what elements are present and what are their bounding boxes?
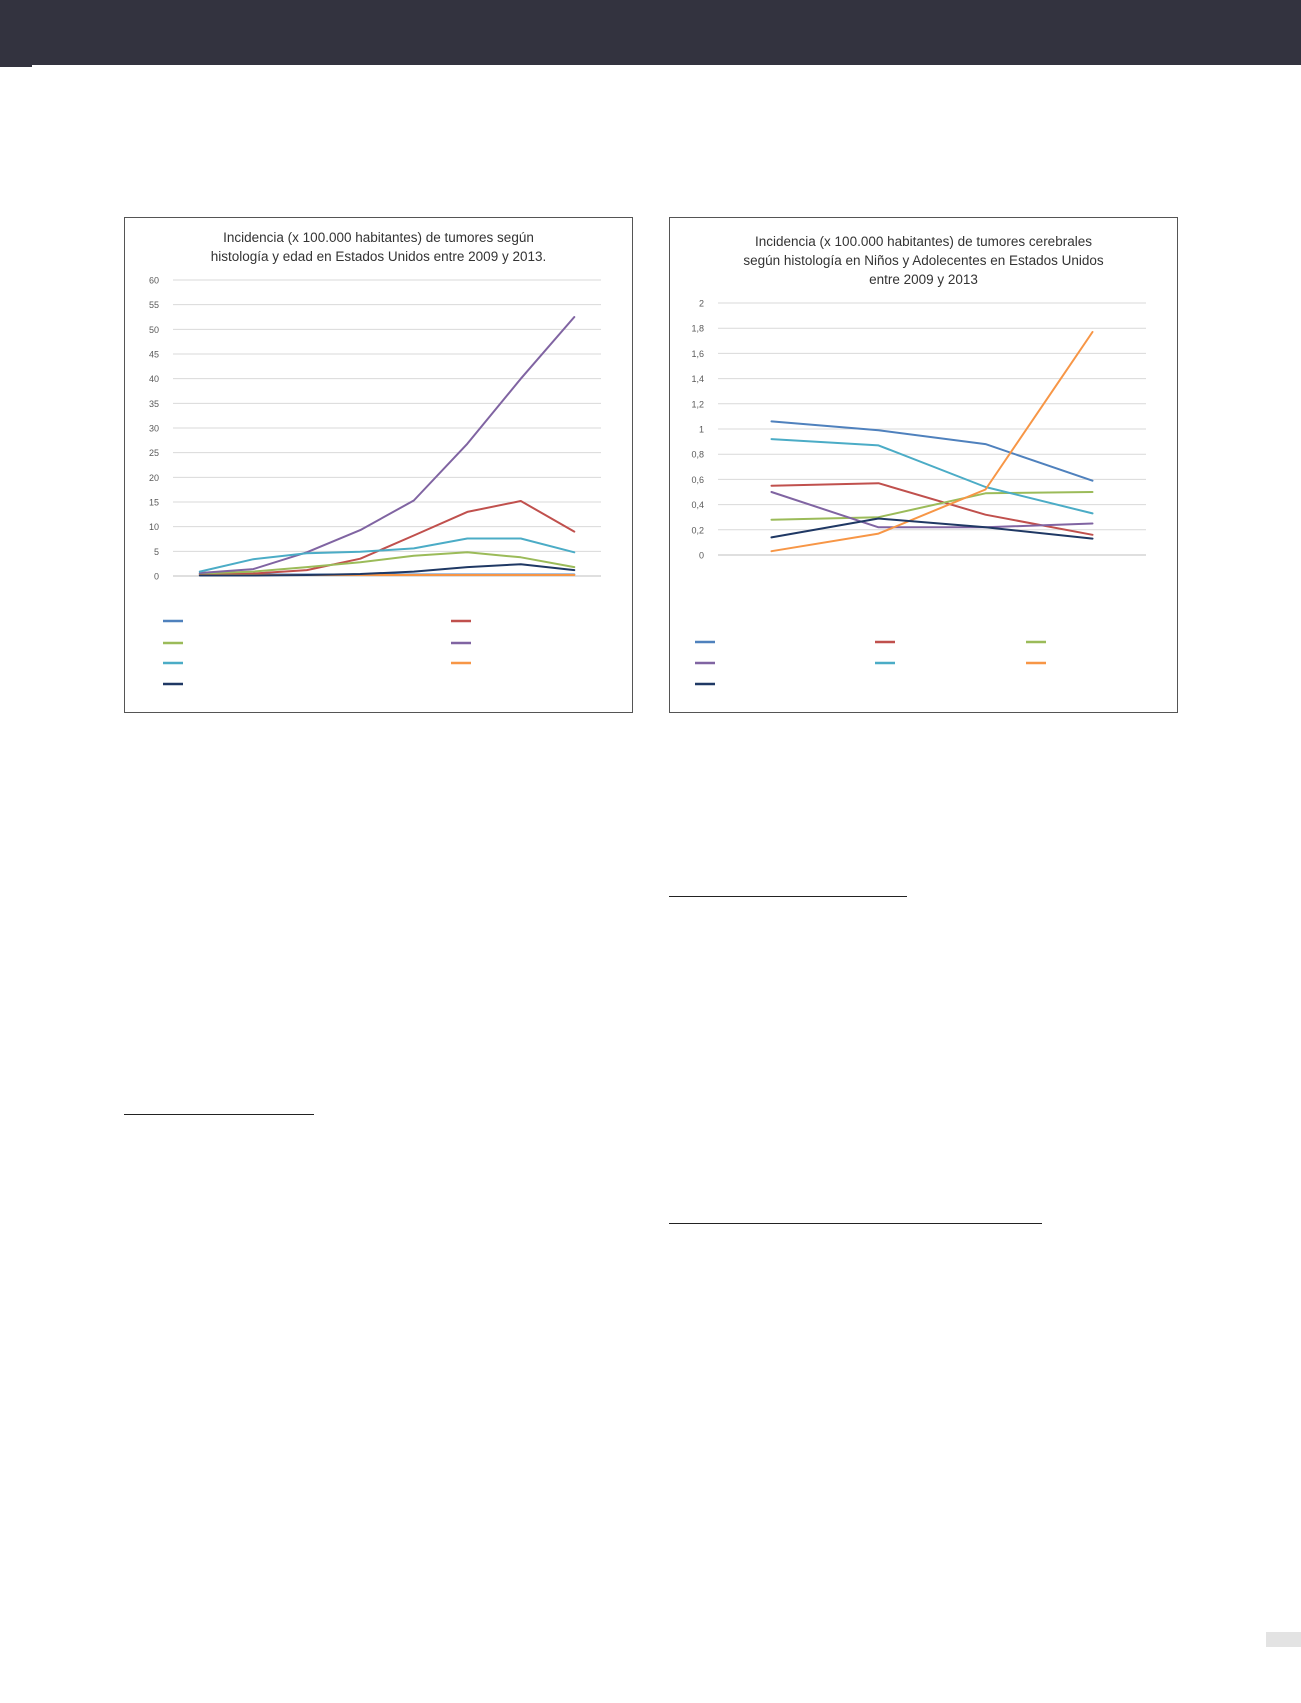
y-tick-label: 5 xyxy=(153,546,159,557)
chart-title-line: Incidencia (x 100.000 habitantes) de tumores cerebrales xyxy=(755,234,1092,249)
y-tick-label: 20 xyxy=(148,472,159,483)
series-line xyxy=(772,492,1093,520)
chart-title-line: entre 2009 y 2013 xyxy=(869,272,978,287)
header-accent xyxy=(0,65,32,67)
y-tick-label: 0 xyxy=(698,550,704,561)
series-line xyxy=(200,539,575,572)
series-line xyxy=(200,317,575,573)
y-tick-label: 1,4 xyxy=(691,374,704,385)
y-tick-label: 0,2 xyxy=(691,525,704,536)
chart-title xyxy=(670,232,1177,289)
y-tick-label: 1,8 xyxy=(691,323,704,334)
chart-plot xyxy=(670,218,1177,712)
y-tick-label: 10 xyxy=(148,522,159,533)
y-tick-label: 60 xyxy=(148,275,159,286)
y-tick-label: 15 xyxy=(148,497,159,508)
chart-plot xyxy=(125,218,632,712)
y-tick-label: 30 xyxy=(148,423,159,434)
y-tick-label: 35 xyxy=(148,398,159,409)
y-tick-label: 55 xyxy=(148,300,159,311)
chart-title-line: Incidencia (x 100.000 habitantes) de tumores según xyxy=(223,230,534,245)
chart-title-line: histología y edad en Estados Unidos entre 2009 y 2013. xyxy=(210,249,547,264)
y-tick-label: 2 xyxy=(698,298,704,309)
chart-title xyxy=(125,228,632,266)
y-tick-label: 1,2 xyxy=(691,399,704,410)
y-tick-label: 0,6 xyxy=(691,474,704,485)
series-line xyxy=(772,519,1093,539)
section-rule xyxy=(669,1223,1042,1224)
y-tick-label: 1 xyxy=(698,424,704,435)
y-tick-label: 50 xyxy=(148,324,159,335)
header-bar xyxy=(0,0,1301,65)
y-tick-label: 0,4 xyxy=(691,500,704,511)
section-rule xyxy=(124,1114,314,1115)
series-line xyxy=(200,552,575,573)
series-line xyxy=(772,421,1093,480)
series-line xyxy=(772,439,1093,513)
y-tick-label: 0,8 xyxy=(691,449,704,460)
page-number-tab xyxy=(1266,1632,1301,1647)
y-tick-label: 1,6 xyxy=(691,348,704,359)
section-rule xyxy=(669,896,907,897)
y-tick-label: 45 xyxy=(148,349,159,360)
chart-incidence-by-age xyxy=(124,217,633,713)
chart-title-line: según histología en Niños y Adolecentes en Estados Unidos xyxy=(743,253,1104,268)
y-tick-label: 25 xyxy=(148,448,159,459)
chart-incidence-children xyxy=(669,217,1178,713)
y-tick-label: 0 xyxy=(153,571,159,582)
y-tick-label: 40 xyxy=(148,374,159,385)
